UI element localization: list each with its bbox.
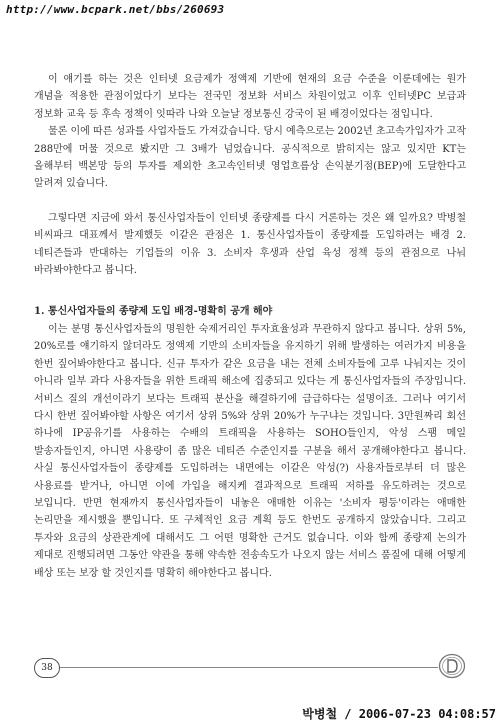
author-timestamp-watermark: 박병철 / 2006-07-23 04:08:57 [302,707,496,721]
section-heading: 1. 통신사업자들의 종량제 도입 배경-명확히 공개 해야 [34,306,273,318]
source-url-watermark: http://www.bcpark.net/bbs/260693 [6,3,225,16]
paragraph-3: 그렇다면 지금에 와서 통신사업자들이 인터넷 종량제를 다시 거론하는 것은 왜 일까요? 박병철 비씨파크 대표께서 발제했듯 이같은 관점은 1. 통신사업자들이 종량제를 도입하려는 배경 2. 네티즌들과 반대하는 기업들의 이유 3. 소비자 후생과 산업 육성 정책 등의 관점으로 나눠 바라봐야한다고 봅니다. [34,212,466,277]
footer-rule [60,667,438,668]
page-footer [34,650,466,680]
paragraph-2: 물론 이에 따른 성과를 사업자들도 가져갔습니다. 당시 예측으로는 2002년 초고속가입자가 고작 288만에 머물 것으로 봤지만 그 3배가 넘었습니다. 공식적으로 밝히지는 않고 있지만 KT는 올해부터 백본망 등의 투자를 제외한 초고속인터넷 영업흐름상 손익분기점(BEP)에 도달한다고 알려져 있습니다. [34,126,466,190]
page-body [34,71,466,582]
paragraph-1: 이 얘기를 하는 것은 인터넷 요금제가 정액제 기반에 현재의 요금 수준을 이룬데에는 원가 개념을 적용한 관점이었다기 보다는 전국민 정보화 서비스 차원이었고 이후 인터넷PC 보급과 정보화 교육 등 후속 정책이 잇따라 나와 오늘날 정보통신 강국이 된 배경이었다는 점입니다. [34,74,466,120]
circled-d-logo-icon [438,653,466,679]
section-gap [34,279,466,303]
paragraph-gap [34,193,466,210]
paragraph-4: 이는 분명 통신사업자들의 명원한 숙제거리인 투자효율성과 무관하지 않다고 봅니다. 상위 5%, 20%로를 얘기하지 않더라도 정액제 기반의 소비자들을 유지하기 위해 발생하는 여러가지 비용을 한번 짚어봐야한다고 봅니다. 신규 투자가 같은 요금을 내는 전체 소비자들에 고루 나눠지는 것이 아니라 일부 과다 사용자들을 위한 트래픽 해소에 집중되고 있다는 게 통신사업자들의 주장입니다. 서비스 질의 개선이라기 보다는 트래픽 분산을 해결하기에 급급하다는 설명이죠. 그러나 여기서 다시 한번 짚어봐야할 사항은 여기서 상위 5%와 상위 20%가 누구냐는 것입니다. 3만원짜리 회선 하나에 IP공유기를 사용하는 수배의 트래픽을 사용하는 SOHO들인지, 악성 스팸 메일 발송자들인지, 아니면 사용량이 좀 많은 네티즌 수준인지를 구분을 해서 공개해야한다고 봅니다. 사실 통신사업자들이 종량제를 도입하려는 내면에는 이같은 악성(?) 사용자들로부터 더 많은 사용료를 받거나, 아니면 이에 가입을 해지케 결과적으로 트래픽 저하를 유도하려는 것으로 보입니다. 반면 현재까지 통신사업자들이 내놓은 애매한 이유는 '소비자 평등'이라는 애매한 논리만을 제시했을 뿐입니다. 또 구체적인 요금 계획 등도 한번도 공개하지 않았습니다. 그리고 투자와 요금의 상관관계에 대해서도 그 어떤 명확한 근거도 없습니다. 이와 함께 종량제 논의가 제대로 진행되려면 그동안 약관을 통해 약속한 전송속도가 나오지 않는 서비스 품질에 대해 어떻게 배상 또는 보장 할 것인지를 명확히 해야한다고 봅니다. [34,323,466,579]
page-number: 38 [34,658,60,678]
